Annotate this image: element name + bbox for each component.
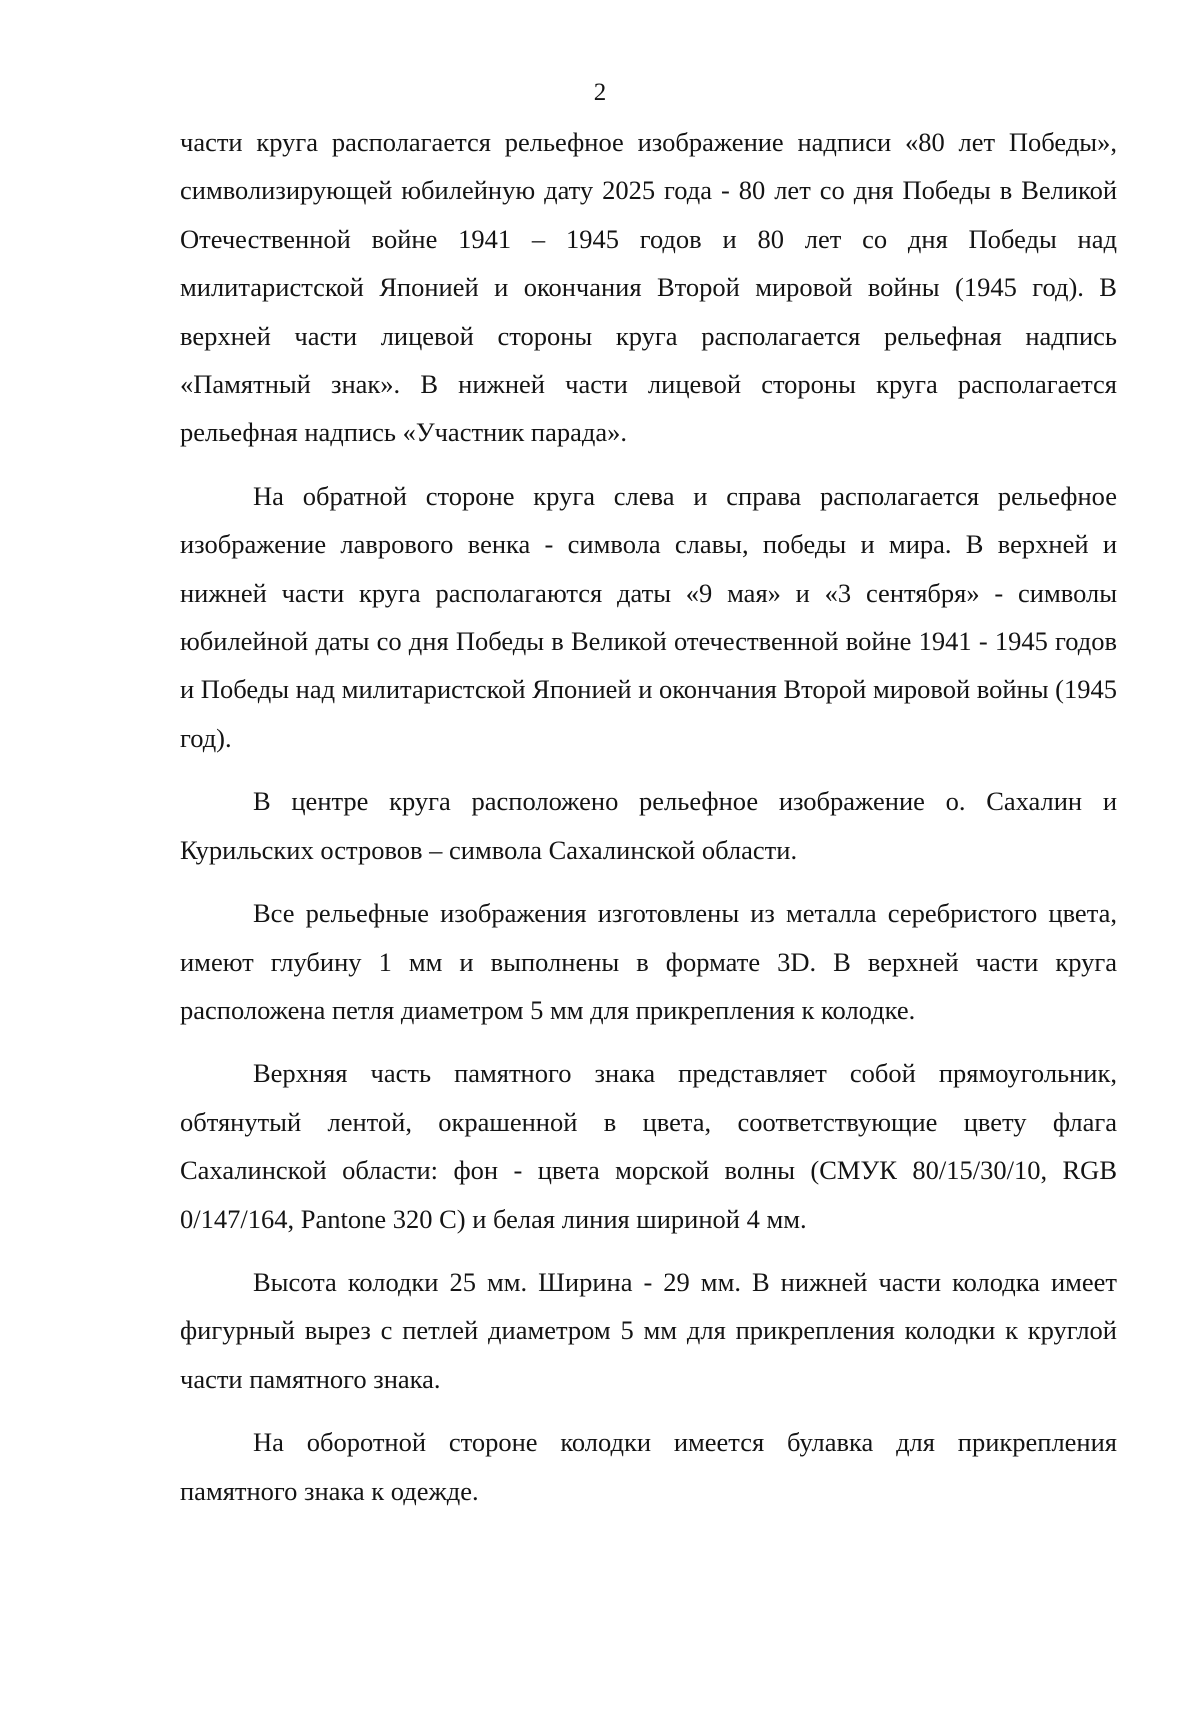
- document-body: [180, 118, 1117, 1515]
- paragraph-pin: На оборотной стороне колодки имеется булавка для прикрепления памятного знака к одежде.: [180, 1427, 1117, 1506]
- paragraph-continuation: части круга располагается рельефное изображение надписи «80 лет Победы», символизирующей юбилейную дату 2025 года - 80 лет со дня Победы в Великой Отечественной войне 1941 – 1945 годов и 80 лет со дня Победы над милитаристской Японией и окончания Второй мировой войны (1945 год). В верхней части лицевой стороны круга располагается рельефная надпись «Памятный знак». В нижней части лицевой стороны круга располагается рельефная надпись «Участник парада».: [180, 127, 1117, 448]
- page-number: 2: [593, 79, 607, 106]
- paragraph-relief-material: Все рельефные изображения изготовлены из металла серебристого цвета, имеют глубину 1 мм и выполнены в формате 3D. В верхней части круга расположена петля диаметром 5 мм для прикрепления к колодке.: [180, 898, 1117, 1025]
- paragraph-upper-part: Верхняя часть памятного знака представляет собой прямоугольник, обтянутый лентой, окрашенной в цвета, соответствующие цвету флага Сахалинской области: фон - цвета морской волны (СМУК 80/15/30/10, RGB 0/147/164, Pantone 320 С) и белая линия шириной 4 мм.: [180, 1058, 1117, 1234]
- paragraph-block-size: Высота колодки 25 мм. Ширина - 29 мм. В нижней части колодка имеет фигурный вырез с петлей диаметром 5 мм для прикрепления колодки к круглой части памятного знака.: [180, 1266, 1117, 1394]
- paragraph-center-image: В центре круга расположено рельефное изображение о. Сахалин и Курильских островов – символа Сахалинской области.: [180, 786, 1117, 865]
- paragraph-reverse-side: На обратной стороне круга слева и справа располагается рельефное изображение лаврового венка - символа славы, победы и мира. В верхней и нижней части круга располагаются даты «9 мая» и «3 сентября» - символы юбилейной даты со дня Победы в Великой отечественной войне 1941 - 1945 годов и Победы над милитаристской Японией и окончания Второй мировой войны (1945 год).: [180, 480, 1117, 753]
